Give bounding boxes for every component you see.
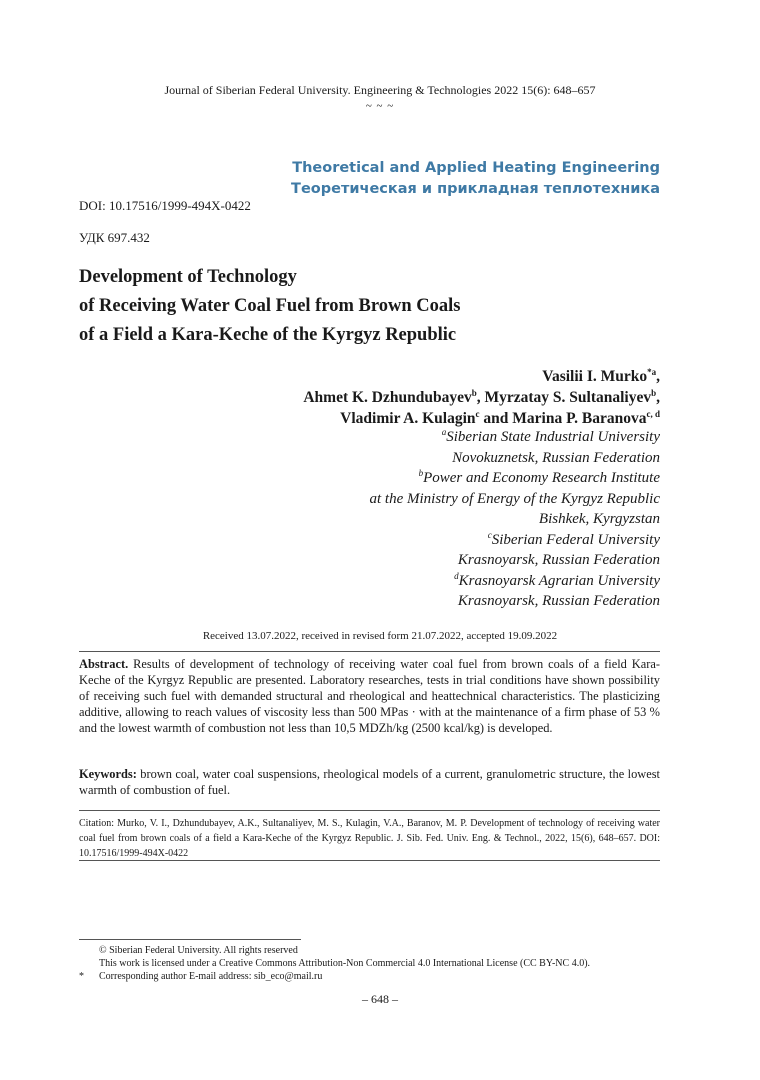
title-line: Development of Technology <box>79 267 297 287</box>
divider <box>79 651 660 652</box>
abstract-label: Abstract. <box>79 657 129 671</box>
affiliation-line: $^c$Siberian Federal University <box>487 529 660 548</box>
author-name: Vladimir A. Kulagin <box>340 410 476 427</box>
affiliation-line: Bishkek, Kyrgyzstan <box>538 511 660 527</box>
author-name: Ahmet K. Dzhundubayev <box>303 389 472 406</box>
page-number: – 648 – <box>362 992 398 1006</box>
title-line: of a Field a Kara-Keche of the Kyrgyz Republic <box>79 325 457 345</box>
doi[interactable]: DOI: 10.17516/1999-494X-0422 <box>79 198 251 213</box>
abstract-text: Results of development of technology of receiving water coal fuel from brown coals of a field Kara-Keche of the Kyrgyz Republic are presented. Laboratory researches, tests in trial conditions have shown possibility of receiving such fuel with demanded structural and rheological and heattechnical characteristics. The plasticizing additive, allowing to reach values of viscosity less than 500 MPas · with at the maintenance of a firm phase of 53 % and the lowest warmth of combustion not less than 10,5 MDZh/kg (2500 kcal/kg) is developed. <box>79 657 660 735</box>
author-affil-mark: c, d <box>646 408 660 419</box>
author-line: Ahmet K. Dzhundubayev$^b$, Myrzatay S. Sultanaliyev$^b$, <box>303 387 660 406</box>
author-affil-mark: c <box>475 408 480 419</box>
title-line: of Receiving Water Coal Fuel from Brown Coals <box>79 296 461 316</box>
affiliation-line: Novokuznetsk, Russian Federation <box>452 449 660 466</box>
keywords-label: Keywords: <box>79 767 137 781</box>
divider <box>79 860 660 861</box>
divider <box>79 810 660 811</box>
udk-code: УДК 697.432 <box>79 230 150 245</box>
section-title-en: Theoretical and Applied Heating Engineering <box>292 160 660 176</box>
author-name: Vasilii I. Murko <box>542 368 648 385</box>
affiliation-line: $^b$Power and Economy Research Institute <box>418 468 660 486</box>
affiliation-line: at the Ministry of Energy of the Kyrgyz Republic <box>369 490 660 507</box>
affiliation-list <box>370 427 661 612</box>
author-affil-mark: *a <box>647 366 657 377</box>
citation: Citation: Murko, V. I., Dzhundubayev, A.K., Sultanaliyev, M. S., Kulagin, V.A., Baranov, M. P. Development of technology of receiving water coal fuel from brown coals of a field a Kara-Keche of the Kyrgyz Republic. J. Sib. Fed. Univ. Eng. & Technol., 2022, 15(6), 648–657. DOI: 10.17516/1999-494X-0422 <box>79 818 660 859</box>
author-line: Vladimir A. Kulagin$^c$ and Marina P. Baranova$^{c, d}$ <box>340 408 660 427</box>
keywords <box>79 766 660 798</box>
article-title <box>79 263 460 350</box>
abstract <box>79 656 660 736</box>
affiliation-line: Krasnoyarsk, Russian Federation <box>457 552 660 568</box>
author-affil-mark: b <box>651 387 657 398</box>
received-dates: Received 13.07.2022, received in revised form 21.07.2022, accepted 19.09.2022 <box>202 630 558 642</box>
footnote-mark: * <box>79 971 84 982</box>
journal-header: Journal of Siberian Federal University. Engineering & Technologies 2022 15(6): 648–657 <box>164 83 596 97</box>
author-list <box>303 366 660 429</box>
affiliation-line: $^d$Krasnoyarsk Agrarian University <box>454 570 660 589</box>
author-affil-mark: b <box>471 387 477 398</box>
author-line: Vasilii I. Murko$^{*a}$, <box>542 366 660 385</box>
author-name: Myrzatay S. Sultanaliyev <box>484 389 652 406</box>
author-name: Marina P. Baranova <box>512 410 647 427</box>
section-title-ru: Теоретическая и прикладная теплотехника <box>291 181 660 197</box>
footnote-divider <box>79 939 301 940</box>
keywords-text: brown coal, water coal suspensions, rheological models of a current, granulometric structure, the lowest warmth of combustion of fuel. <box>79 767 660 797</box>
header-separator: ~ ~ ~ <box>365 100 395 112</box>
affiliation-line: Krasnoyarsk, Russian Federation <box>457 593 660 609</box>
affiliation-line: $^a$Siberian State Industrial University <box>441 427 660 445</box>
